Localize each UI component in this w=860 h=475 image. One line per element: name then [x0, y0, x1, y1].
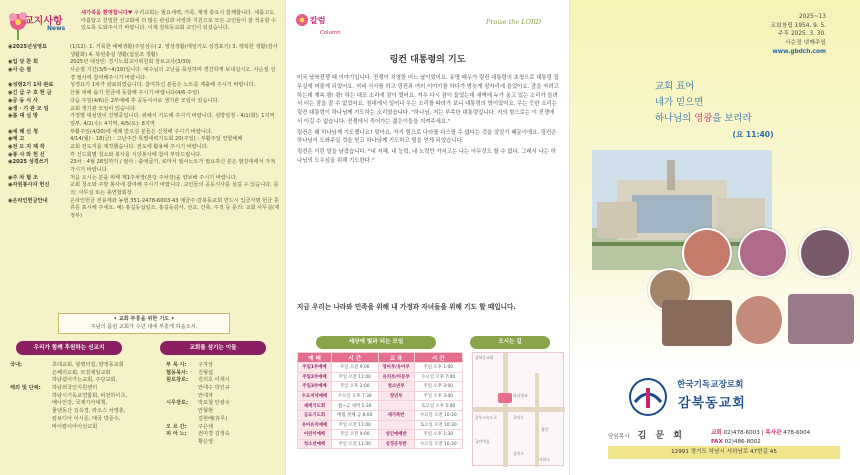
staff-name: 권미경 김정숙	[198, 431, 230, 438]
mission-text: 은혜의교회, 모천제일교회	[52, 369, 111, 376]
founded-date: 교회창립 1954. 9. 5.	[770, 22, 826, 29]
staff-role	[166, 439, 198, 447]
manse-label: 목사관	[765, 430, 782, 436]
denomination-name: 한국기독교장로회	[677, 380, 744, 390]
notice-label: ◉예 고	[8, 136, 25, 143]
news-title: 교지사항	[24, 16, 63, 27]
staff-name: 안형현	[198, 408, 214, 415]
schedule-cell: 월~금 새벽 5:30	[331, 401, 378, 411]
photo-circle	[738, 228, 788, 278]
schedule-cell: 주일 오전 11:00	[331, 372, 378, 382]
map-label: 궁안마을	[475, 439, 490, 444]
staff-role	[166, 408, 198, 416]
prayer-box-text: 주님의 몸된 교회가 수년 내에 부흥케 하옵소서.	[90, 323, 198, 330]
church-marker-icon	[498, 393, 512, 403]
prayer-box	[58, 313, 230, 334]
schedule-cell: 주일3부예배	[298, 382, 332, 392]
praise-script: Praise the LORD	[486, 18, 542, 26]
staff-item	[166, 416, 282, 424]
schedule-cell: 수요일 오전 10:30	[414, 410, 462, 420]
notice-item	[8, 136, 280, 144]
column-paragraph: 링컨은 이런 말을 남겼습니다. "내 지혜, 내 능력, 내 노력만 가지고는 나는 아무것도 할 수 없다. 그래서 나는 하나님의 도우심을 위해 기도한다."	[297, 149, 556, 164]
missions-heading: 우리가 함께 후원하는 선교지	[16, 341, 122, 355]
verse-line-2	[655, 111, 752, 127]
church-week: 사순절 넷째주일	[784, 40, 826, 47]
photo-circle	[682, 228, 732, 278]
church-name: 감북동교회	[678, 396, 746, 411]
notice-label: ◉공 동 식 사	[8, 97, 38, 104]
staff-role: 원로장로:	[166, 377, 189, 384]
news-panel	[0, 0, 285, 475]
staff-role: 피 아 노:	[166, 431, 187, 438]
news-subtitle: News	[47, 25, 66, 32]
notice-label: ◉자원봉사자 헌신	[8, 182, 50, 189]
schedule-row	[298, 430, 463, 440]
staff-item	[166, 439, 282, 447]
prayer-box-title: • 교회 부흥을 위한 기도 •	[113, 316, 175, 322]
notice-label: ◉사 순 절	[8, 67, 32, 74]
notice-item	[8, 67, 280, 82]
staff-item	[166, 362, 282, 370]
pastor-label: 담임목사	[608, 434, 630, 440]
staff-item	[166, 377, 282, 385]
notice-label: ◉성령2기 1차 완료	[8, 82, 54, 89]
mission-text: 하남시기독교연합회, 비전하이츠,	[52, 392, 128, 399]
notice-text: 성경요기 1차가 완료되었습니다. 참여하신 분들은 노트를 제출해 주시기 바랍니다.	[70, 82, 256, 89]
photo-circle	[799, 228, 851, 278]
church-address: 12991 경기도 하남시 서하남로 47번길 45	[608, 446, 840, 459]
notice-item	[8, 44, 280, 59]
mission-label	[10, 424, 52, 432]
contact-info: 교회 02)478-6003 | 목사관 478-6004 FAX 02)486-8002	[711, 430, 811, 445]
mission-label	[10, 400, 52, 408]
mission-label	[10, 377, 52, 385]
staff-role: 부 목 사:	[166, 362, 187, 368]
staff-item	[166, 408, 282, 416]
mission-text: 초대교회, 광명의집, 양정동교회	[52, 362, 124, 368]
verse-line-1: 네가 믿으면	[655, 96, 704, 108]
welcome-text	[81, 10, 277, 33]
schedule-cell: 수요일 오전 10:30	[414, 439, 462, 449]
motto-title: 교회 표어	[655, 81, 695, 92]
mission-label: 해외 및 단체:	[10, 385, 41, 392]
notice-text: 교회 청소와 주방 봉사에 참여해 주시기 바랍니다. 교인들의 공동식사를 섬길 수 있습니다. 문의: 사무실 또는 총연합회장	[70, 182, 279, 197]
notice-text: 교회 생기관 모임이 있습니다.	[70, 105, 137, 112]
column-heading: 링컨 대통령의 기도	[389, 55, 466, 65]
notice-text: 온라인헌금 전용계좌 농협 351-2478-6003-43 예금주:감북동교회 반드시 입금자명 헌금 종류를 표시해 주세요. 예) 홍길동십일조, 홍길동감사, 선교, 건축, 주정 등 문의: 교회 사무실(재정부)	[70, 197, 280, 220]
notice-item	[8, 82, 280, 90]
column-paragraph: 링컨은 왜 하나님께 기도했나요? 맞아요. 자기 힘으로 나라를 다스릴 수 없다는 것을 알았기 때문이에요. 링컨은 하나님이 도와주실 것을 믿고 하나님께 기도하고 힘을 얻게 되었습니다.	[297, 129, 557, 145]
schedule-cell: 청소년예배	[298, 439, 332, 449]
notice-text: 가정별 대심방이 진행중입니다. 위해서 기도해 주시기 바랍니다. 심방일정 - 4/1(화): 1지역 일부, 4/2(수): 4지역, 4/5(토): 8지역	[70, 113, 275, 127]
mission-text: 하남외국인지원센터	[52, 385, 98, 392]
map-label: 광암	[541, 427, 549, 432]
verse-text: 하나님의	[655, 112, 695, 124]
staff-role: 오 르 간:	[166, 423, 187, 430]
mission-item	[10, 408, 150, 416]
notice-text: 처음 오시는 분을 위해 제1주차장(본당 주차장)을 양보해 주시기 바랍니다.	[70, 174, 238, 181]
mission-label: 국내:	[10, 362, 23, 368]
verse-highlight: 영광	[694, 112, 713, 124]
schedule-row	[298, 401, 463, 411]
mission-item	[10, 416, 150, 424]
column-flower-icon	[294, 12, 310, 28]
notice-label: ◉생 · 기 관 모 임	[8, 105, 49, 112]
church-logo-icon	[629, 378, 667, 416]
staff-name: 안대수 박인규	[198, 385, 230, 392]
notice-label: ◉전 도 지 제 작	[8, 143, 45, 150]
mission-label	[10, 370, 52, 378]
mission-item	[10, 377, 150, 385]
fax-number: 02)486-8002	[724, 438, 761, 445]
column-subtitle: Column	[320, 30, 341, 36]
schedule-cell: 주일 오후 1:00	[414, 363, 462, 373]
bulletin-info	[770, 13, 826, 56]
map-label: 중부고속도로	[475, 415, 498, 420]
schedule-cell: 금요기도회	[298, 410, 332, 420]
schedule-row	[298, 363, 463, 373]
schedule-cell: 주일 오후 3:00	[414, 382, 462, 392]
group-photo	[662, 300, 732, 346]
schedule-cell: 어린이예배	[298, 430, 332, 440]
staff-item	[166, 431, 282, 439]
notice-text: 4/14(월) - 18(금) : 고난주간 특별새벽기도회 20(주일) : 부활주일 연합예배	[70, 136, 243, 143]
staff-role: 시무장로:	[166, 400, 189, 407]
schedule-cell: 성경공부반	[378, 439, 414, 449]
missions-list	[10, 362, 150, 431]
service-date: 주후 2025. 3. 30.	[777, 31, 826, 38]
mission-item	[10, 362, 150, 370]
notice-text: 교회 전도지를 제작했습니다. 전도에 활용해 주시기 바랍니다.	[70, 143, 209, 150]
welcome-body: 우리교회는 월요새벽, 가족, 재생 충요시 함께합니다. 새롭고도 아름답고 친밀한 선교회에 더 많은 관심과 사랑과 지원으로 모든 교인들이 잘 적응할 수 있도록 도와주시기 바랍니다. 이제 감북동교회 교인이 되셨습니다.	[81, 10, 277, 32]
mission-text: 베나인강, 국제기아대책,	[52, 400, 108, 407]
mission-label	[10, 393, 52, 401]
notice-text: 다음 주일(4/6)은 2부예배 후 공동식사로 생기관 모임이 있습니다.	[70, 97, 220, 104]
notice-item	[8, 182, 280, 197]
schedule-cell: 성인예배반	[378, 430, 414, 440]
staff-name: 구자상	[198, 362, 214, 368]
staff-item	[166, 385, 282, 393]
schedule-header: 시 간	[414, 353, 462, 363]
staff-name: 김의호 이재시	[198, 377, 230, 384]
notice-item	[8, 159, 280, 174]
schedule-cell: 토요일 오전 10:30	[414, 420, 462, 430]
column-body	[297, 74, 559, 168]
church-url[interactable]: www.gbdch.com	[772, 48, 826, 55]
schedule-header: 예 배	[298, 353, 332, 363]
schedule-row	[298, 382, 463, 392]
notice-label: ◉봉 사 와 헌 신	[8, 151, 45, 158]
staff-name: 진형섭	[198, 369, 214, 376]
mission-item	[10, 424, 150, 432]
staff-name: 안대자	[198, 392, 214, 399]
map-label: 하남향교	[513, 393, 528, 398]
schedule-cell: 새가족반	[378, 410, 414, 420]
schedule-cell: 주일 오전 11:00	[331, 439, 378, 449]
schedule-cell: 주일 오전 9:00	[331, 363, 378, 373]
schedule-header: 교 육	[378, 353, 414, 363]
schedule-row	[298, 372, 463, 382]
schedule-heading: 세상에 빛과 되는 모임	[316, 336, 436, 349]
staff-name: 김현배(휴무)	[198, 415, 228, 422]
worship-schedule-table	[297, 352, 463, 449]
motto-verse	[655, 79, 774, 139]
schedule-row	[298, 410, 463, 420]
mission-item	[10, 400, 150, 408]
photo-circle	[736, 296, 782, 344]
schedule-row	[298, 439, 463, 449]
notice-text: 각 신드회별 청소와 봉사를 식당봉사에 참여 부탁드립니다.	[70, 151, 202, 158]
schedule-header: 시 간	[331, 353, 378, 363]
map-heading: 오시는 길	[470, 336, 550, 349]
directions-map	[472, 352, 564, 466]
schedule-cell: 유치부/아동부	[378, 372, 414, 382]
staff-name: 박포철 안광수	[198, 400, 230, 407]
column-paragraph: 미국 남북전쟁 때 이야기입니다. 전쟁이 치열한 어느 날이었어요. 유명 배우가 링컨 대통령의 초청으로 대통령 집무실에 머물게 되었어요. 저녁 식사를 하고 링컨과 여러 이야기를 하다가 밤늦게 잠자리에 들었어요. 잠을 자려고 하는데 계속 쾅! 쾅! 하는 대포 소리에 잠이 깼어요. 겨우 다시 잠이 들었는데 새벽에 누가 울고 있는 소리가 들려서 더는 잠을 잘 수 없었어요. 침대에서 일어나 우는 소리를 따라가 보니 대통령의 방이었어요. 우는 듯한 소리는 링컨 대통령이 하나님께 기도하는 소리였습니다. "하나님, 저는 부족한 대통령입니다. 저의 힘으로는 이 전쟁에서 이길 수 없습니다. 전쟁에서 죽어가는 젊은이들을 지켜주세요."	[297, 75, 559, 125]
fax-label: FAX	[711, 438, 723, 445]
notice-item	[8, 98, 280, 106]
schedule-cell: 수요일 오후 7:30	[331, 391, 378, 401]
mission-item	[10, 385, 150, 393]
notice-item	[8, 90, 280, 98]
mission-text: 하남쉼이가는교회, 주당교회,	[52, 377, 118, 384]
notice-label: ◉온라인헌금안내	[8, 197, 48, 204]
staff-list	[166, 362, 282, 447]
notice-text: 23차 : 4월 28일까지 / 필사 : 출애굽기, 로마서 필사노트가 필요하신 분은 필강대에서 가져가시기 바랍니다.	[70, 159, 276, 173]
tel-label: 교회	[711, 430, 722, 436]
mission-label	[10, 416, 52, 424]
schedule-cell: 주일 오후 2:00	[331, 382, 378, 392]
notice-text: (1/12): 1. 거룩한 예배생활(주일성수) 2. 영성생활(매일기도 성경표기) 3. 행복한 생활(감사생활화) 4. 복된충실 생활(십일조 생활)	[70, 44, 278, 58]
schedule-cell: 매월 첫째 금 8:00	[331, 410, 378, 420]
tel-number: 02)478-6003	[723, 430, 760, 436]
notice-item	[8, 144, 280, 152]
map-label: 감북동교회	[475, 355, 494, 360]
staff-name: 황은영	[198, 438, 214, 445]
schedule-cell: 주일 오전 11:00	[331, 420, 378, 430]
notice-label: ◉긴 급 구 호 헌 금	[8, 90, 52, 97]
column-closing: 지금 우리는 나라와 민족을 위해 내 가정과 자녀들을 위해 기도 할 때입니다.	[297, 303, 516, 311]
notice-label: ◉2025 성경쓰기	[8, 159, 49, 166]
schedule-cell	[378, 420, 414, 430]
notice-text: 사순절 기간(3/5~4/19)입니다. 예수님의 고난을 묵상하며 경건하게 보내십시오. 사순절 성경 필사에 참여해주시기 바랍니다.	[70, 67, 276, 81]
schedule-cell	[378, 401, 414, 411]
group-photo	[788, 294, 854, 344]
notice-label: ◉세 례 신 청	[8, 128, 38, 135]
mission-text: 바이칼이아이선교회	[52, 423, 98, 430]
map-label: 서하로	[539, 457, 551, 462]
mission-label	[10, 408, 52, 416]
map-label: 감북로	[513, 451, 525, 456]
welcome-highlight: 새가족을 환영합니다♥	[81, 10, 133, 16]
notice-item	[8, 198, 280, 221]
column-title: 칼럼	[310, 15, 326, 25]
schedule-cell: 주일2부예배	[298, 372, 332, 382]
staff-item	[166, 400, 282, 408]
notice-label: ◉봄 대 심 방	[8, 113, 38, 120]
schedule-cell: 청년부	[378, 391, 414, 401]
schedule-cell: 새벽기도회	[298, 401, 332, 411]
staff-role	[166, 416, 198, 424]
verse-reference: (요 11:40)	[732, 130, 774, 139]
verse-text: 을 보리라	[712, 112, 752, 124]
notice-label: ◉입 당 찬 회	[8, 59, 38, 66]
notice-text: 산불 피해 돕기 헌금에 동참해 주시기 바랍니다(4/6 주일)	[70, 90, 200, 97]
schedule-cell: 유아유치예배	[298, 420, 332, 430]
bulletin-number: 2025~13	[799, 14, 826, 20]
schedule-cell: 수요일 오후 7:00	[414, 372, 462, 382]
pastor-info	[608, 428, 685, 441]
schedule-row	[298, 420, 463, 430]
schedule-cell: 토요일 오후 5:00	[414, 401, 462, 411]
schedule-cell: 수요저녁예배	[298, 391, 332, 401]
schedule-cell: 주일 오후 3:00	[414, 391, 462, 401]
schedule-cell: 주일 오전 9:00	[331, 430, 378, 440]
notice-item	[8, 59, 280, 67]
schedule-cell: 청소년부	[378, 382, 414, 392]
notice-label: ◉2025년성영요	[8, 44, 48, 50]
mission-text: 물댄동산 김옥경, 라오스 차영훈,	[52, 408, 126, 415]
notice-list	[8, 44, 280, 221]
schedule-cell: 주일1부예배	[298, 363, 332, 373]
mission-text: 캄보디아 이시준, 태국 박준수,	[52, 415, 121, 422]
staff-name: 구은채	[198, 423, 214, 430]
notice-text: 부활주일(4/20)에 세례 받으실 분들은 신청해 주시기 바랍니다.	[70, 128, 213, 135]
schedule-cell: 영아부/유아부	[378, 363, 414, 373]
notice-item	[8, 113, 280, 128]
manse-number: 478-6004	[783, 430, 811, 436]
pastor-name: 김 문 희	[637, 431, 685, 441]
schedule-cell: 주일 오후 1:30	[414, 430, 462, 440]
schedule-row	[298, 391, 463, 401]
staff-role	[166, 385, 198, 393]
staff-role: 협동목사:	[166, 369, 189, 376]
notice-label: ◉주 차 협 조	[8, 174, 38, 181]
staff-heading: 교회를 섬기는 이들	[160, 341, 266, 355]
map-label: 초이동	[513, 415, 525, 420]
notice-text: 2025년 대상빈: 경기노회교사위원회 장로교사(3/30)	[70, 59, 191, 66]
